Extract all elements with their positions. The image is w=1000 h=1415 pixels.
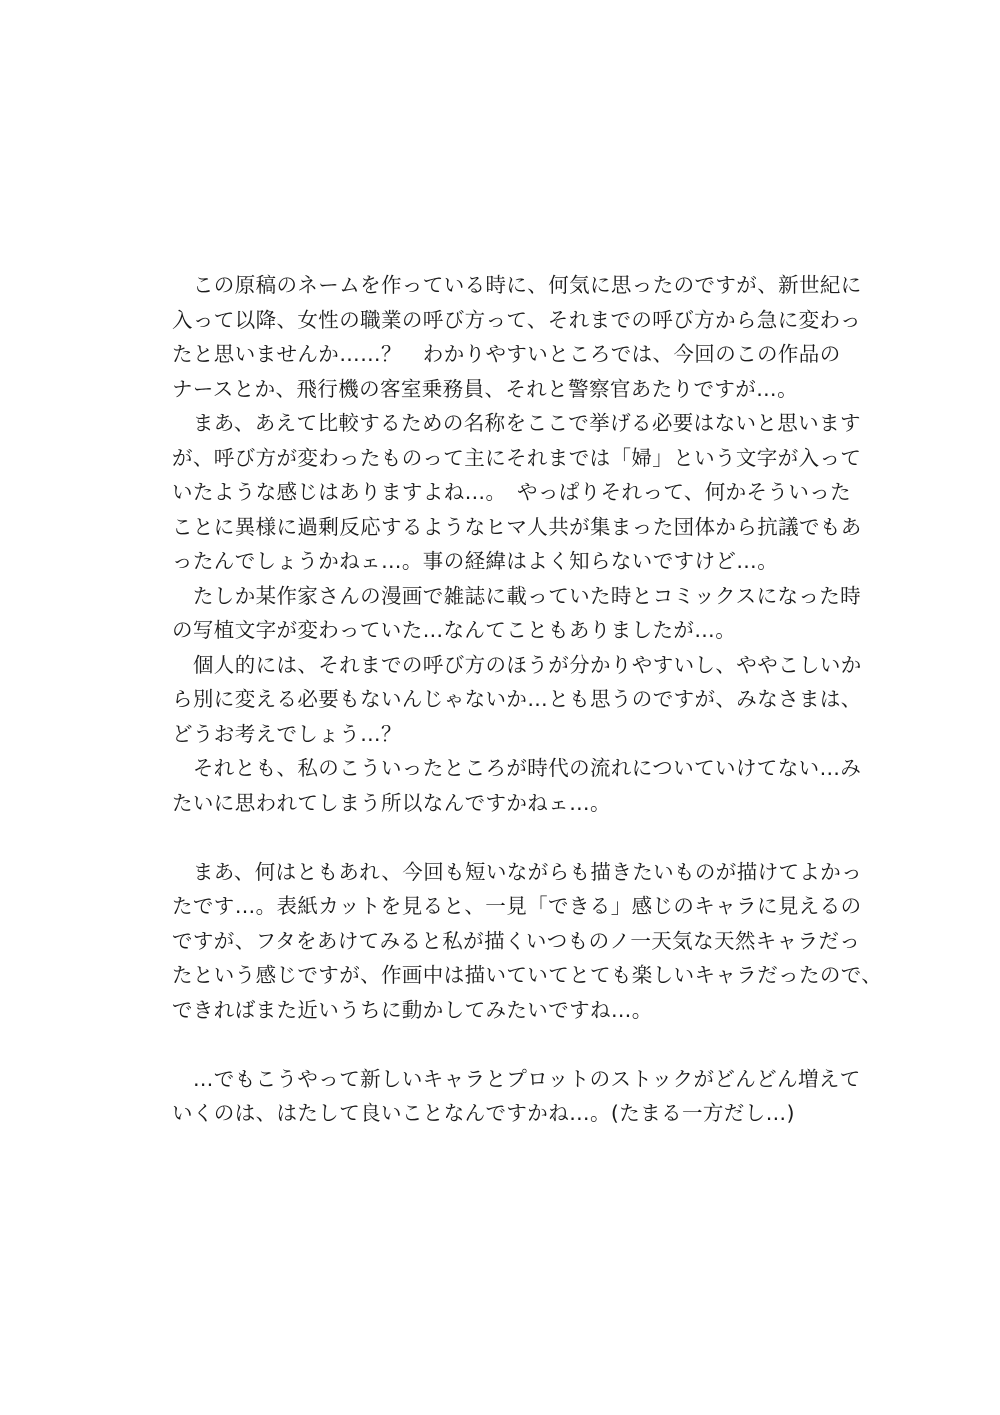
text-line: たいに思われてしまう所以なんですかねェ…。: [172, 790, 611, 815]
text-line: が、呼び方が変わったものって主にそれまでは「婦」という文字が入って: [172, 445, 862, 470]
text-line: どうお考えでしょう…？: [172, 721, 402, 746]
text-line: たという感じですが、作画中は描いていてとても楽しいキャラだったので、: [172, 963, 883, 987]
text-line: ったんでしょうかねェ…。事の経緯はよく知らないですけど…。: [172, 549, 779, 573]
text-line: それとも、私のこういったところが時代の流れについていけてない…み: [172, 756, 862, 780]
text-line: ことに異様に過剰反応するようなヒマ人共が集まった団体から抗議でもあ: [172, 514, 862, 539]
text-line: この原稿のネームを作っている時に、何気に思ったのですが、新世紀に: [172, 273, 862, 297]
text-line: まあ、何はともあれ、今回も短いながらも描きたいものが描けてよかっ: [172, 859, 863, 884]
text-line: たです…。表紙カットを見ると、一見「できる」感じのキャラに見えるの: [172, 894, 862, 918]
text-line: ら別に変える必要もないんじゃないか…とも思うのですが、みなさまは、: [172, 687, 862, 711]
text-line: いくのは、はたして良いことなんですかね…。(たまる一方だし…): [172, 1101, 795, 1125]
text-line: たしか某作家さんの漫画で雑誌に載っていた時とコミックスになった時: [172, 583, 862, 608]
paragraph-gap: [172, 820, 872, 855]
text-line: …でもこうやって新しいキャラとプロットのストックがどんどん増えて: [172, 1066, 861, 1091]
text-line: ナースとか、飛行機の客室乗務員、それと警察官あたりですが…。: [172, 376, 798, 401]
paragraph-gap: [172, 1027, 872, 1062]
text-line: 個人的には、それまでの呼び方のほうが分かりやすいし、ややこしいか: [172, 652, 862, 677]
text-line: ですが、フタをあけてみると私が描くいつものノ一天気な天然キャラだっ: [172, 928, 861, 953]
text-line: いたような感じはありますよね…。 やっぱりそれって、何かそういった: [172, 480, 852, 504]
text-line: 入って以降、女性の職業の呼び方って、それまでの呼び方から急に変わっ: [172, 307, 862, 332]
text-line: たと思いませんか……？ わかりやすいところでは、今回のこの作品の: [172, 342, 841, 366]
text-line: の写植文字が変わっていた…なんてこともありましたが…。: [172, 618, 737, 642]
text-line: まあ、あえて比較するための名称をここで挙げる必要はないと思います: [172, 411, 861, 435]
text-line: できればまた近いうちに動かしてみたいですね…。: [172, 997, 653, 1022]
afterword-text: [172, 268, 883, 1131]
